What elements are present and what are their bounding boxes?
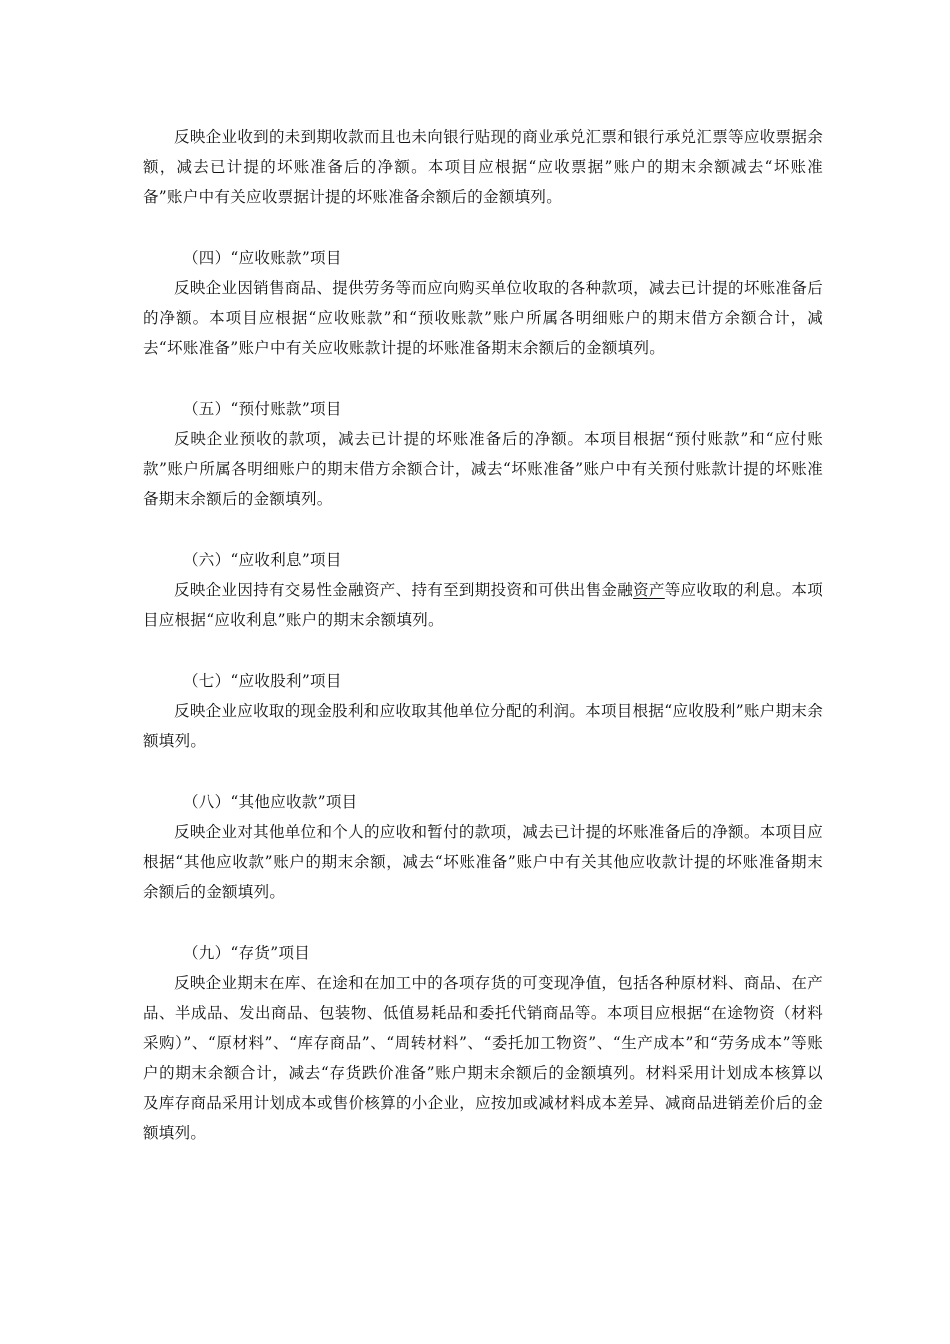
paragraph-accounts-receivable: 反映企业因销售商品、提供劳务等而应向购买单位收取的各种款项，减去已计提的坏账准备后的净额。本项目应根据“应收账款”和“预收账款”账户所属各明细账户的期末借方余额合计，减去“坏账准备”账户中有关应收账款计提的坏账准备期末余额后的金额填列。 xyxy=(143,279,823,357)
paragraph-inventory: 反映企业期末在库、在途和在加工中的各项存货的可变现净值，包括各种原材料、商品、在产品、半成品、发出商品、包装物、低值易耗品和委托代销商品等。本项目应根据“在途物资（材料采购）”、“原材料”、“库存商品”、“周转材料”、“委托加工物资”、“生产成本”和“劳务成本”等账户的期末余额合计，减去“存货跌价准备”账户期末余额后的金额填列。材料采用计划成本核算以及库存商品采用计划成本或售价核算的小企业，应按加或减材料成本差异、减商品进销差价后的金额填列。 xyxy=(143,974,823,1142)
paragraph-dividends-receivable: 反映企业应收取的现金股利和应收取其他单位分配的利润。本项目根据“应收股利”账户期末余额填列。 xyxy=(143,702,823,750)
section-gap xyxy=(143,212,823,243)
underlined-term: 资产 xyxy=(633,581,665,599)
paragraph-notes-receivable: 反映企业收到的未到期收款而且也未向银行贴现的商业承兑汇票和银行承兑汇票等应收票据余额，减去已计提的坏账准备后的净额。本项目应根据“应收票据”账户的期末余额减去“坏账准备”账户中有关应收票据计提的坏账准备余额后的金额填列。 xyxy=(143,128,823,206)
heading-accounts-receivable: （四）“应收账款”项目 xyxy=(183,249,342,267)
heading-dividends-receivable: （七）“应收股利”项目 xyxy=(183,672,342,690)
section-gap xyxy=(143,363,823,394)
section-gap xyxy=(143,514,823,545)
paragraph-other-receivables: 反映企业对其他单位和个人的应收和暂付的款项，减去已计提的坏账准备后的净额。本项目应根据“其他应收款”账户的期末余额，减去“坏账准备”账户中有关其他应收款计提的坏账准备期末余额后的金额填列。 xyxy=(143,823,823,901)
heading-inventory: （九）“存货”项目 xyxy=(183,944,311,962)
heading-interest-receivable: （六）“应收利息”项目 xyxy=(183,551,342,569)
paragraph-text: 等应收取的利息。本项目应根据“应收利息”账户的期末余额填列。 xyxy=(143,581,823,629)
paragraph-interest-receivable xyxy=(143,575,823,635)
section-gap xyxy=(143,907,823,938)
paragraph-text: 反映企业因持有交易性金融资产、持有至到期投资和可供出售金融 xyxy=(174,581,634,599)
section-gap xyxy=(143,756,823,787)
heading-other-receivables: （八）“其他应收款”项目 xyxy=(183,793,358,811)
document-body xyxy=(143,122,823,1148)
paragraph-prepayments: 反映企业预收的款项，减去已计提的坏账准备后的净额。本项目根据“预付账款”和“应付账款”账户所属各明细账户的期末借方余额合计，减去“坏账准备”账户中有关预付账款计提的坏账准备期末余额后的金额填列。 xyxy=(143,430,823,508)
section-gap xyxy=(143,635,823,666)
heading-prepayments: （五）“预付账款”项目 xyxy=(183,400,342,418)
